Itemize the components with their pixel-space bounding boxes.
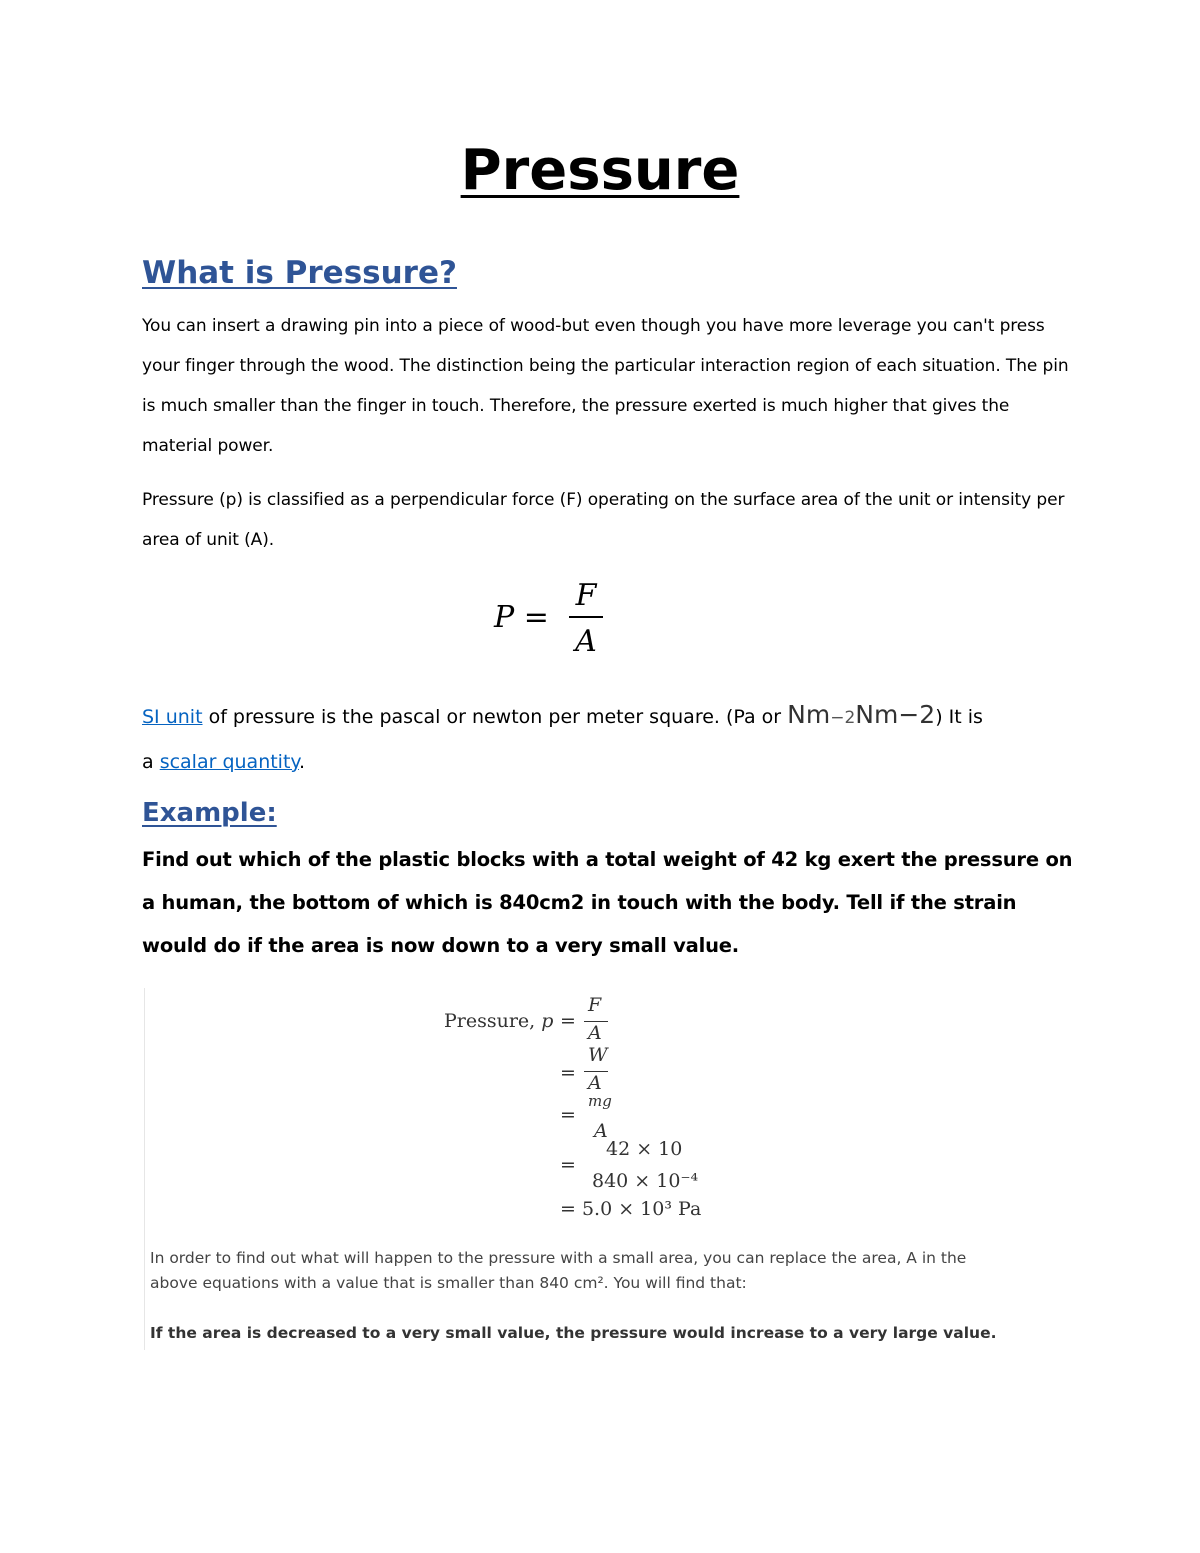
calc-f3-num xyxy=(588,1092,612,1110)
formula-lhs: P = xyxy=(494,600,549,635)
intro-paragraph: You can insert a drawing pin into a piece of wood-but even though you have more leverage you can't press your finger through the wood. The distinction being the particular interaction region of each situation. The pin is much smaller than the finger in touch. Therefore, the pressure exerted is much higher that gives the material power. xyxy=(142,316,1069,456)
formula-numerator: F xyxy=(575,578,597,613)
calc-eq-2: = xyxy=(560,1062,576,1084)
section-heading-example: Example: xyxy=(142,798,277,828)
fraction-bar xyxy=(569,616,603,618)
si-text-4: . xyxy=(298,751,305,773)
solution-conclusion: If the area is decreased to a very small value, the pressure would increase to a very large value. xyxy=(150,1324,997,1342)
si-text-3: a xyxy=(142,751,160,773)
si-unit-link[interactable]: SI unit xyxy=(142,706,203,728)
unit-nm-exponent: −2 xyxy=(830,708,856,728)
unit-nm: Nm xyxy=(787,700,831,729)
calc-f3-den-text: A xyxy=(594,1120,608,1142)
calc-eq-4: = xyxy=(560,1154,576,1176)
calc-f1-den-text: A xyxy=(588,1022,602,1044)
calc-f1-num xyxy=(588,994,601,1016)
si-text-2: ) It is xyxy=(935,706,983,728)
calc-f4-num: 42 × 10 xyxy=(606,1138,683,1160)
calc-f2-num xyxy=(588,1044,608,1066)
example-problem: Find out which of the plastic blocks with a total weight of 42 kg exert the pressure on a human, the bottom of which is 840cm2 in touch with the body. Tell if the strain would do if the area is now down to a very small value. xyxy=(142,848,1073,957)
calc-p: p xyxy=(541,1010,554,1032)
formula-denominator: A xyxy=(575,624,597,659)
calc-eq-1: = xyxy=(560,1010,576,1032)
section-heading-what-is-pressure: What is Pressure? xyxy=(142,255,457,291)
calc-f2-num-text: W xyxy=(588,1044,608,1066)
calc-result: = 5.0 × 10³ Pa xyxy=(560,1198,702,1220)
calc-f1-den xyxy=(588,1022,602,1044)
solution-explanation: In order to find out what will happen to the pressure with a small area, you can replace the area, A in the above equations with a value that is smaller than 840 cm². You will find that: xyxy=(150,1249,967,1292)
calc-label-text: Pressure, xyxy=(444,1010,542,1032)
scalar-quantity-link[interactable]: scalar quantity xyxy=(159,751,299,773)
definition-paragraph: Pressure (p) is classified as a perpendicular force (F) operating on the surface area of the unit or intensity per area of unit (A). xyxy=(142,490,1065,550)
calc-f4-den: 840 × 10⁻⁴ xyxy=(592,1170,699,1192)
calc-f1-num-text: F xyxy=(588,994,602,1016)
si-text-1: of pressure is the pascal or newton per meter square. (Pa or xyxy=(202,706,788,728)
calc-f3-num-text: mg xyxy=(588,1092,612,1110)
formula-fraction xyxy=(566,578,606,659)
unit-nm-minus-2: Nm−2 xyxy=(855,700,936,729)
calc-label xyxy=(444,1010,553,1032)
calc-f2-den xyxy=(588,1072,602,1094)
page-title: Pressure xyxy=(460,138,740,203)
calc-eq-3: = xyxy=(560,1104,576,1126)
si-unit-paragraph xyxy=(142,693,1092,784)
calc-f2-den-text: A xyxy=(588,1072,602,1094)
